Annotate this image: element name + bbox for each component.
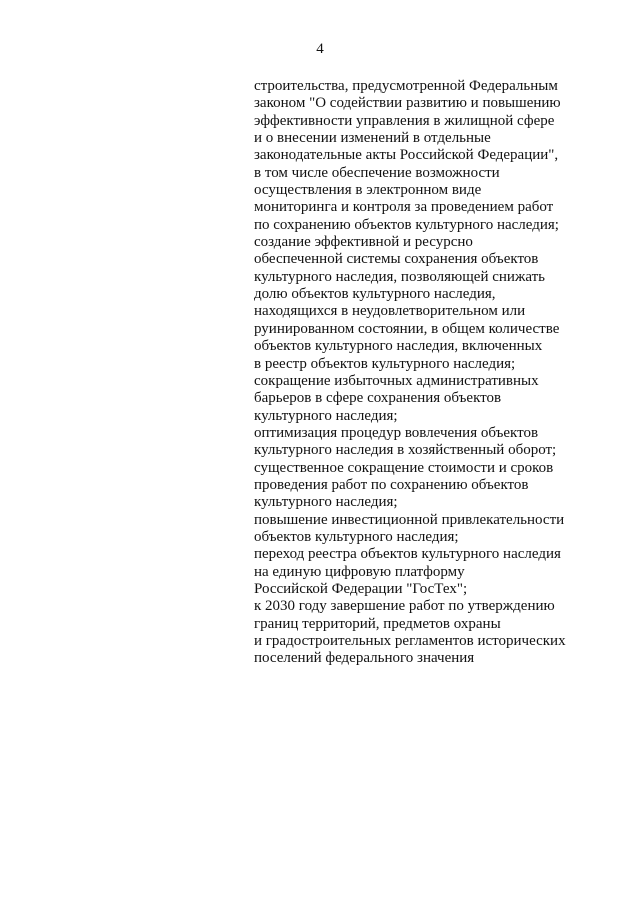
text-line: культурного наследия в хозяйственный оборот; — [254, 442, 557, 459]
text-line: оптимизация процедур вовлечения объектов — [254, 424, 539, 441]
text-line: границ территорий, предметов охраны — [254, 615, 501, 632]
text-line: поселений федерального значения — [254, 650, 475, 667]
text-line: в реестр объектов культурного наследия; — [254, 355, 516, 372]
text-line: и о внесении изменений в отдельные — [254, 130, 491, 147]
text-line: переход реестра объектов культурного наследия — [254, 546, 561, 563]
text-line: на единую цифровую платформу — [254, 563, 465, 580]
text-line: эффективности управления в жилищной сфере — [254, 112, 555, 129]
text-line: существенное сокращение стоимости и сроков — [254, 459, 554, 476]
text-line: объектов культурного наследия; — [254, 528, 459, 545]
text-line: законом "О содействии развитию и повышению — [254, 95, 561, 112]
text-line: Российской Федерации "ГосТех"; — [254, 580, 468, 597]
text-line: обеспеченной системы сохранения объектов — [254, 251, 539, 268]
text-line: мониторинга и контроля за проведением работ — [254, 199, 554, 216]
text-line: объектов культурного наследия, включенных — [254, 338, 543, 355]
text-line: осуществления в электронном виде — [254, 182, 482, 199]
text-line: культурного наследия; — [254, 494, 398, 511]
text-line: находящихся в неудовлетворительном или — [254, 303, 526, 320]
text-line: создание эффективной и ресурсно — [254, 234, 473, 251]
text-line: повышение инвестиционной привлекательности — [254, 511, 565, 528]
text-line: и градостроительных регламентов исторических — [254, 633, 566, 649]
text-line: в том числе обеспечение возможности — [254, 164, 500, 181]
text-line: культурного наследия, позволяющей снижать — [254, 268, 545, 285]
text-line: строительства, предусмотренной Федеральным — [254, 78, 558, 94]
text-line: к 2030 году завершение работ по утверждению — [254, 598, 555, 615]
text-line: барьеров в сфере сохранения объектов — [254, 390, 502, 407]
page-number: 4 — [316, 41, 324, 57]
text-line: по сохранению объектов культурного наследия; — [254, 216, 559, 233]
text-line: культурного наследия; — [254, 407, 398, 424]
text-line: долю объектов культурного наследия, — [254, 286, 496, 303]
text-line: сокращение избыточных административных — [254, 372, 539, 389]
text-line: законодательные акты Российской Федерации", — [254, 147, 559, 164]
document-body — [254, 78, 584, 668]
text-line: руинированном состоянии, в общем количестве — [254, 320, 560, 337]
text-line: проведения работ по сохранению объектов — [254, 476, 529, 493]
